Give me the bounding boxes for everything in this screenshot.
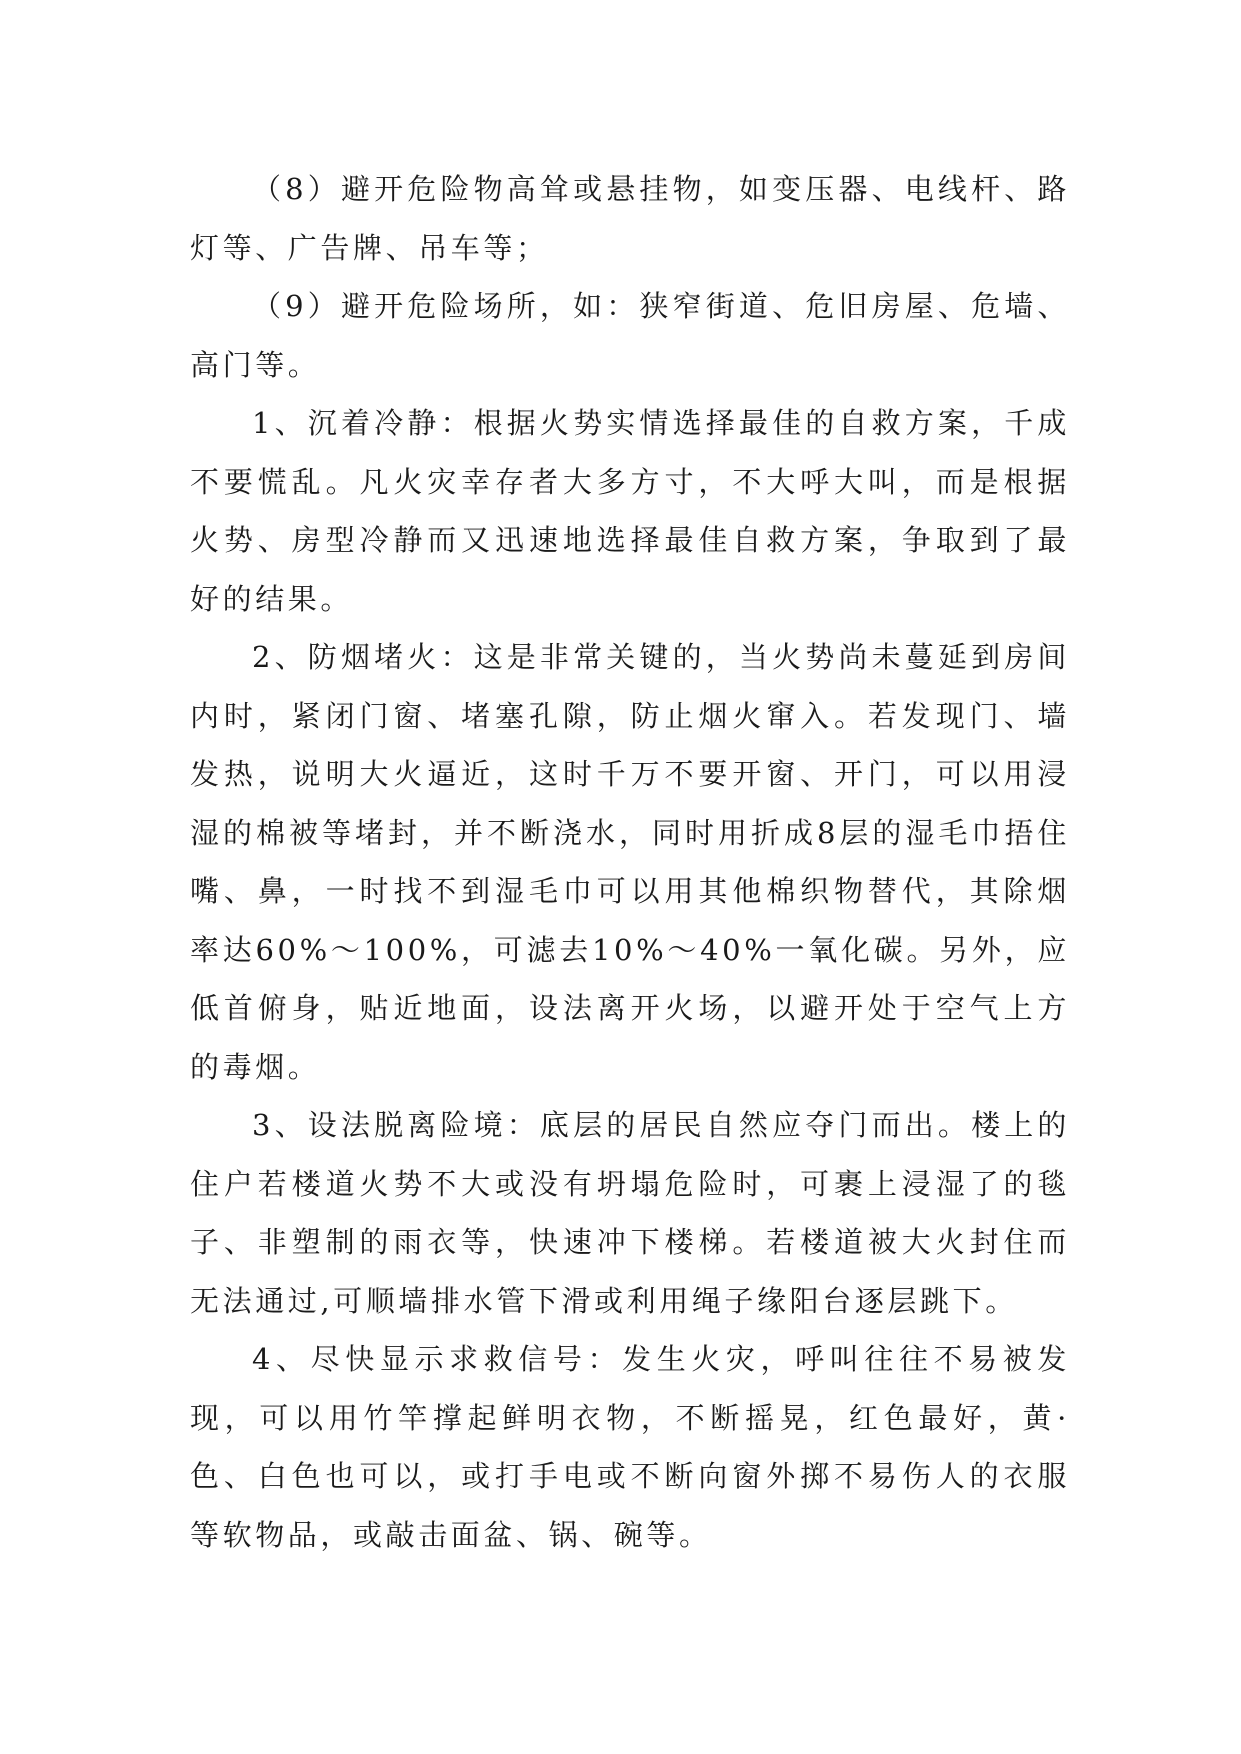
paragraph-escape-danger: 3、设法脱离险境：底层的居民自然应夺门而出。楼上的住户若楼道火势不大或没有坍塌危险时，可裹上浸湿了的毯子、非塑制的雨衣等，快速冲下楼梯。若楼道被大火封住而无法通过,可顺墙排水管下滑或利用绳子缘阳台逐层跳下。 bbox=[190, 1108, 1070, 1318]
paragraph-distress-signal: 4、尽快显示求救信号：发生火灾，呼叫往往不易被发现，可以用竹竿撑起鲜明衣物，不断摇晃，红色最好，黄·色、白色也可以，或打手电或不断向窗外掷不易伤人的衣服等软物品，或敲击面盆、锅、碗等。 bbox=[190, 1342, 1070, 1552]
paragraph-avoid-hazardous-objects: （8）避开危险物高耸或悬挂物，如变压器、电线杆、路灯等、广告牌、吊车等； bbox=[190, 172, 1070, 265]
paragraph-stay-calm: 1、沉着冷静：根据火势实情选择最佳的自救方案，千成不要慌乱。凡火灾幸存者大多方寸，不大呼大叫，而是根据火势、房型冷静而又迅速地选择最佳自救方案，争取到了最好的结果。 bbox=[190, 406, 1070, 616]
paragraph-block-smoke-fire: 2、防烟堵火：这是非常关键的，当火势尚未蔓延到房间内时，紧闭门窗、堵塞孔隙，防止烟火窜入。若发现门、墙发热，说明大火逼近，这时千万不要开窗、开门，可以用浸湿的棉被等堵封，并不断浇水，同时用折成8层的湿毛巾捂住嘴、鼻，一时找不到湿毛巾可以用其他棉织物替代，其除烟率达60%～100%，可滤去10%～40%一氧化碳。另外，应低首俯身，贴近地面，设法离开火场，以避开处于空气上方的毒烟。 bbox=[190, 640, 1070, 1084]
document-body bbox=[190, 160, 1070, 1564]
paragraph-avoid-dangerous-places: （9）避开危险场所，如：狭窄街道、危旧房屋、危墙、高门等。 bbox=[190, 289, 1070, 382]
